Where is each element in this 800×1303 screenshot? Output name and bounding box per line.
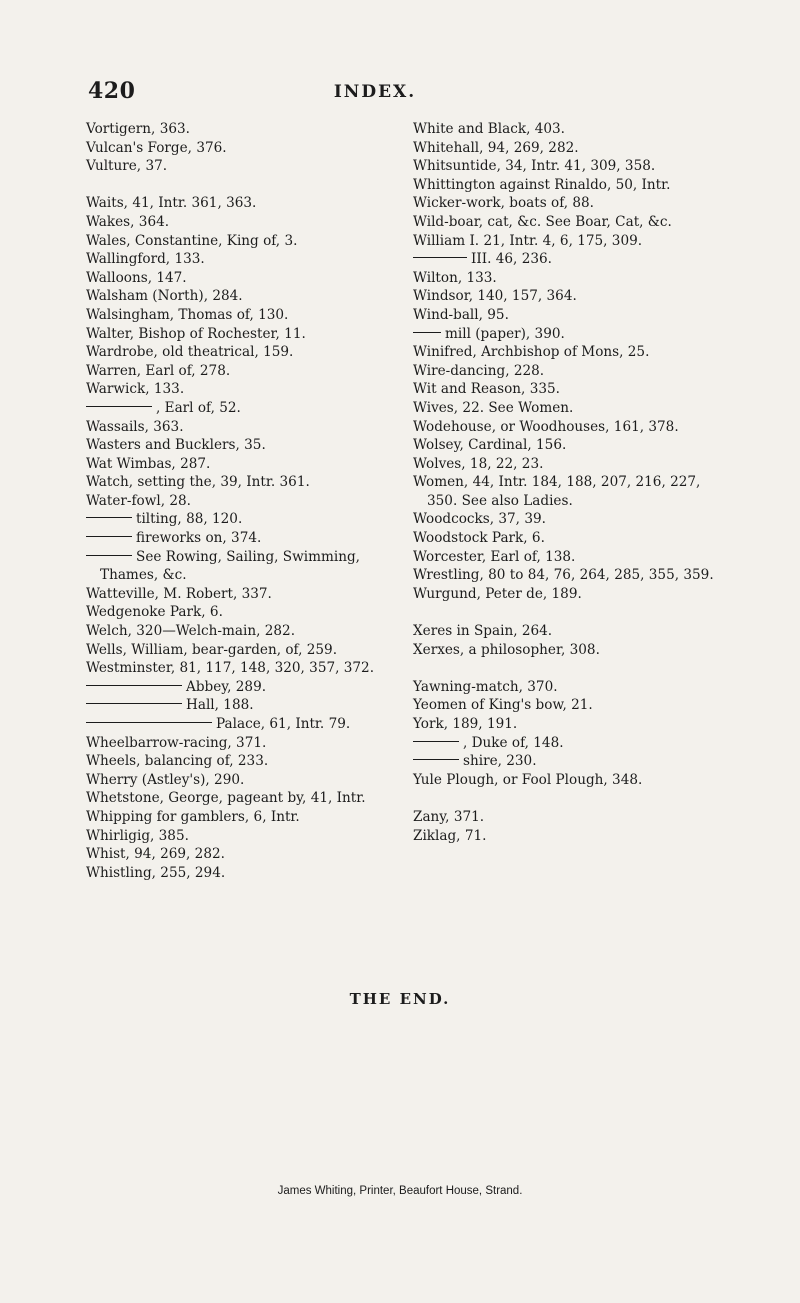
index-entry [86, 120, 386, 139]
index-entry-text: tilting, 88, 120. [136, 511, 243, 528]
index-entry [413, 566, 718, 585]
index-entry [86, 418, 386, 437]
index-entry-text: Woodstock Park, 6. [413, 530, 545, 547]
index-entry [86, 641, 386, 660]
index-entry [413, 157, 718, 176]
index-entry [413, 808, 718, 827]
index-entry [86, 789, 386, 808]
end-text: THE END. [349, 990, 451, 1008]
index-entry [413, 473, 718, 510]
index-entry [86, 845, 386, 864]
index-entry-text: Wild-boar, cat, &c. See Boar, Cat, &c. [413, 213, 672, 230]
index-entry-text: Hall, 188. [186, 697, 254, 714]
index-entry [413, 752, 718, 771]
index-entry-text: Wit and Reason, 335. [413, 381, 560, 398]
index-entry [413, 306, 718, 325]
index-entry-text: Walsingham, Thomas of, 130. [86, 306, 289, 323]
index-entry [413, 455, 718, 474]
index-entry-text: Wives, 22. See Women. [413, 399, 574, 416]
index-entry [86, 808, 386, 827]
index-entry-text: Wrestling, 80 to 84, 76, 264, 285, 355, 359. [413, 567, 714, 584]
index-entry-text: Wakes, 364. [86, 213, 170, 230]
index-entry-text: Wherry (Astley's), 290. [86, 771, 245, 788]
index-entry [86, 139, 386, 158]
index-entry-text: Wasters and Bucklers, 35. [86, 437, 266, 454]
index-entry-text: Yule Plough, or Fool Plough, 348. [413, 771, 643, 788]
index-entry [86, 864, 386, 883]
index-entry-text: Water-fowl, 28. [86, 492, 191, 509]
index-entry [86, 510, 386, 529]
index-entry [86, 715, 386, 734]
index-entry-text: Wicker-work, boats of, 88. [413, 195, 595, 212]
running-head: INDEX. [333, 82, 417, 102]
index-entry-text: Xerxes, a philosopher, 308. [413, 641, 600, 658]
index-entry [86, 436, 386, 455]
index-entry-text: Vulture, 37. [86, 158, 168, 175]
index-entry [86, 306, 386, 325]
index-entry [413, 232, 718, 251]
index-entry-text: Ziklag, 71. [413, 827, 487, 844]
index-entry-text: Westminster, 81, 117, 148, 320, 357, 372. [86, 660, 375, 677]
index-entry-text: Whist, 94, 269, 282. [86, 846, 225, 863]
index-entry-text: Worcester, Earl of, 138. [413, 548, 576, 565]
ditto-dash [413, 257, 467, 258]
index-entry-text: Xeres in Spain, 264. [413, 623, 553, 640]
index-entry [86, 771, 386, 790]
index-entry [86, 492, 386, 511]
index-entry [86, 399, 386, 418]
index-entry-text: III. 46, 236. [471, 251, 552, 268]
index-entry-text: Wodehouse, or Woodhouses, 161, 378. [413, 418, 679, 435]
index-entry [86, 622, 386, 641]
index-entry-text: Palace, 61, Intr. 79. [216, 716, 351, 732]
index-entry-text: Wat Wimbas, 287. [86, 455, 211, 472]
index-entry [413, 436, 718, 455]
index-entry [413, 343, 718, 362]
letter-section-gap [413, 789, 718, 808]
index-entry-text: William I. 21, Intr. 4, 6, 175, 309. [413, 232, 643, 249]
index-entry-text: Women, 44, Intr. 184, 188, 207, 216, 227, 350. See also Ladies. [413, 474, 701, 509]
index-entry [86, 659, 386, 678]
page-number: 420 [88, 78, 136, 104]
index-entry [86, 678, 386, 697]
index-entry-text: Winifred, Archbishop of Mons, 25. [413, 344, 650, 361]
index-entry [413, 622, 718, 641]
index-entry-text: Wassails, 363. [86, 418, 184, 435]
index-entry-text: Whittington against Rinaldo, 50, Intr. [413, 176, 671, 193]
index-entry-text: , Duke of, 148. [463, 734, 564, 751]
index-entry-text: Watteville, M. Robert, 337. [86, 585, 272, 602]
letter-section-gap [86, 176, 386, 195]
index-entry-text: Abbey, 289. [186, 678, 267, 695]
index-entry-text: Zany, 371. [413, 808, 485, 825]
index-entry [86, 287, 386, 306]
index-entry-text: Wheels, balancing of, 233. [86, 753, 269, 770]
index-entry [86, 827, 386, 846]
index-entry [413, 325, 718, 344]
index-entry [413, 771, 718, 790]
ditto-dash [413, 759, 459, 760]
index-entry [413, 362, 718, 381]
index-entry [86, 157, 386, 176]
index-entry [86, 603, 386, 622]
ditto-dash [86, 703, 182, 704]
index-entry-text: Whitsuntide, 34, Intr. 41, 309, 358. [413, 158, 656, 175]
index-entry-text: Walloons, 147. [86, 269, 187, 286]
index-entry [413, 641, 718, 660]
ditto-dash [86, 722, 212, 723]
index-entry-text: Vortigern, 363. [86, 121, 190, 137]
index-column-left [86, 120, 386, 882]
index-entry-text: Walsham (North), 284. [86, 288, 243, 305]
index-entry-text: Watch, setting the, 39, Intr. 361. [86, 474, 310, 491]
index-entry-text: Whitehall, 94, 269, 282. [413, 139, 579, 156]
index-entry [413, 678, 718, 697]
index-entry [86, 213, 386, 232]
index-entry-text: Waits, 41, Intr. 361, 363. [86, 195, 257, 212]
index-entry [86, 194, 386, 213]
index-entry [413, 715, 718, 734]
index-entry [86, 696, 386, 715]
index-entry-text: Whirligig, 385. [86, 827, 189, 844]
index-entry-text: shire, 230. [463, 753, 537, 770]
index-entry [413, 510, 718, 529]
index-entry-text: , Earl of, 52. [156, 399, 241, 416]
index-entry-text: Wilton, 133. [413, 269, 497, 286]
index-entry-text: York, 189, 191. [413, 716, 518, 732]
index-entry [86, 380, 386, 399]
index-entry-text: Woodcocks, 37, 39. [413, 511, 546, 528]
index-entry [86, 734, 386, 753]
ditto-dash [86, 685, 182, 686]
index-entry [86, 473, 386, 492]
index-entry [86, 585, 386, 604]
index-entry-text: Warwick, 133. [86, 381, 185, 398]
index-entry-text: Wardrobe, old theatrical, 159. [86, 344, 294, 361]
index-entry [413, 120, 718, 139]
index-entry-text: mill (paper), 390. [445, 325, 565, 342]
index-entry [413, 380, 718, 399]
index-entry-text: Wedgenoke Park, 6. [86, 604, 223, 621]
index-column-right [413, 120, 718, 845]
letter-section-gap [413, 659, 718, 678]
index-entry-text: Wind-ball, 95. [413, 306, 509, 323]
index-entry-text: Whipping for gamblers, 6, Intr. [86, 808, 300, 825]
index-entry-text: Walter, Bishop of Rochester, 11. [86, 325, 306, 342]
index-entry-text: Wolves, 18, 22, 23. [413, 455, 544, 472]
index-entry-text: Welch, 320—Welch-main, 282. [86, 623, 296, 640]
ditto-dash [86, 406, 152, 407]
index-entry [413, 250, 718, 269]
index-entry [413, 399, 718, 418]
index-entry [413, 585, 718, 604]
index-entry [86, 362, 386, 381]
index-entry [86, 529, 386, 548]
index-entry [86, 752, 386, 771]
index-entry-text: Wallingford, 133. [86, 251, 205, 268]
index-entry [86, 548, 386, 585]
ditto-dash [86, 536, 132, 537]
index-entry-text: Whistling, 255, 294. [86, 864, 226, 881]
index-entry [413, 418, 718, 437]
index-entry-text: White and Black, 403. [413, 121, 565, 137]
index-entry [413, 827, 718, 846]
index-entry [413, 287, 718, 306]
index-entry-text: Wheelbarrow-racing, 371. [86, 734, 267, 751]
index-entry-text: Yawning-match, 370. [413, 678, 558, 695]
index-entry [86, 250, 386, 269]
letter-section-gap [413, 603, 718, 622]
index-entry-text: Wolsey, Cardinal, 156. [413, 437, 567, 454]
ditto-dash [413, 332, 441, 333]
index-entry [86, 269, 386, 288]
ditto-dash [413, 741, 459, 742]
index-entry [86, 232, 386, 251]
ditto-dash [86, 517, 132, 518]
index-entry-text: Whetstone, George, pageant by, 41, Intr. [86, 790, 366, 807]
index-entry-text: Wales, Constantine, King of, 3. [86, 232, 298, 249]
index-entry-text: See Rowing, Sailing, Swimming, Thames, &c. [100, 548, 360, 584]
index-entry [86, 325, 386, 344]
index-entry [413, 269, 718, 288]
index-entry-text: Wire-dancing, 228. [413, 362, 545, 379]
index-entry [86, 343, 386, 362]
index-entry [413, 176, 718, 195]
index-entry [413, 734, 718, 753]
index-entry [413, 548, 718, 567]
index-entry-text: Vulcan's Forge, 376. [86, 139, 227, 156]
index-entry-text: Wurgund, Peter de, 189. [413, 585, 582, 602]
index-entry [413, 529, 718, 548]
index-entry [413, 696, 718, 715]
index-entry [413, 139, 718, 158]
ditto-dash [86, 555, 132, 556]
index-entry-text: Windsor, 140, 157, 364. [413, 288, 577, 305]
index-entry [413, 213, 718, 232]
page-header [70, 78, 680, 108]
index-entry [86, 455, 386, 474]
index-entry-text: fireworks on, 374. [136, 530, 262, 547]
index-entry-text: Yeomen of King's bow, 21. [413, 697, 593, 714]
index-entry-text: Warren, Earl of, 278. [86, 362, 231, 379]
printer-imprint: James Whiting, Printer, Beaufort House, Strand. [277, 1185, 523, 1197]
index-entry-text: Wells, William, bear-garden, of, 259. [86, 641, 338, 658]
index-entry [413, 194, 718, 213]
